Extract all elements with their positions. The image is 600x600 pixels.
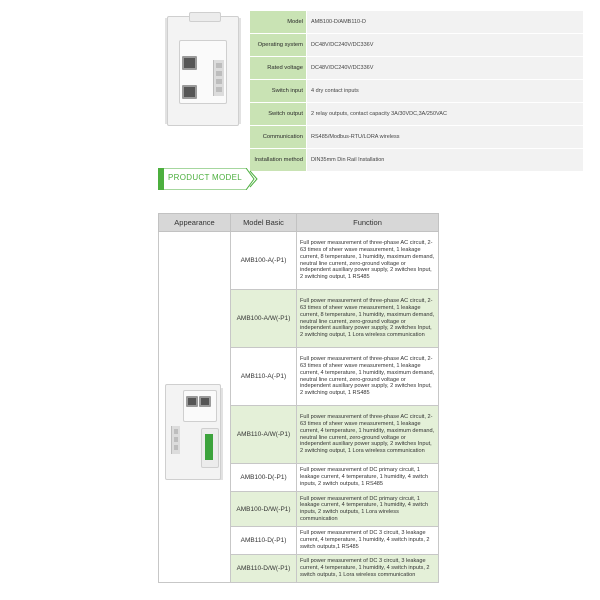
spec-row <box>250 80 584 103</box>
model-name: AMB100-D/W(-P1) <box>231 492 297 527</box>
model-function: Full power measurement of DC 3 circuit, 3 leakage current, 4 temperature, 1 humidity, 4 switch inputs, 2 switch outputs, 1 Lora wireless communication <box>297 555 439 583</box>
spec-table <box>249 10 584 172</box>
spec-value: RS485/Modbus-RTU/LORA wireless <box>307 126 584 149</box>
spec-row <box>250 149 584 172</box>
model-function: Full power measurement of three-phase AC circuit, 2-63 times of sheer wave measurement, 1 leakage current, 8 temperature, 1 humidity, maximum demand, neutral line current, zero-ground voltage or independent auxiliary power supply, 2 switches Input, 2 switching output, 1 RS485 <box>297 232 439 290</box>
model-function: Full power measurement of three-phase AC circuit, 2-63 times of sheer wave measurement, 1 leakage current, 4 temperature, 1 humidity, maximum demand, neutral line current, zero-ground voltage or independent auxiliary power supply, 2 switches Input, 2 switching output, 1 RS485 <box>297 348 439 406</box>
spec-value: DC48V/DC240V/DC336V <box>307 57 584 80</box>
spec-value: 2 relay outputs, contact capacity 3A/30VDC,3A/250VAC <box>307 103 584 126</box>
spec-value: DIN35mm Din Rail Installation <box>307 149 584 172</box>
model-function: Full power measurement of DC primary circuit, 1 leakage current, 4 temperature, 1 humidity, 4 switch inputs, 2 switch outputs, 1 RS485 <box>297 464 439 492</box>
banner-label: PRODUCT MODEL <box>168 173 242 182</box>
model-function: Full power measurement of DC 3 circuit, 3 leakage current, 4 temperature, 1 humidity, 4 switch inputs, 2 switch outputs,1 RS485 <box>297 527 439 555</box>
device-photo-main <box>165 382 225 482</box>
model-name: AMB100-A/W(-P1) <box>231 290 297 348</box>
spec-row <box>250 126 584 149</box>
section-banner <box>158 168 258 190</box>
spec-row <box>250 34 584 57</box>
spec-value: 4 dry contact inputs <box>307 80 584 103</box>
model-name: AMB100-A(-P1) <box>231 232 297 290</box>
spec-key: Switch output <box>250 103 307 126</box>
spec-key: Model <box>250 11 307 34</box>
spec-key: Rated voltage <box>250 57 307 80</box>
spec-key: Switch input <box>250 80 307 103</box>
spec-row <box>250 57 584 80</box>
header-appearance: Appearance <box>159 214 231 232</box>
model-function: Full power measurement of three-phase AC circuit, 2-63 times of sheer wave measurement, 1 leakage current, 4 temperature, 1 humidity, maximum demand, neutral line current, zero-ground voltage or independent auxiliary power supply, 2 switches Input, 2 switching output, 1 Lora wireless communication <box>297 406 439 464</box>
spec-key: Operating system <box>250 34 307 57</box>
model-function: Full power measurement of three-phase AC circuit, 2-63 times of sheer wave measurement, 1 leakage current, 8 temperature, 1 humidity, maximum demand, neutral line current, zero-ground voltage or independent auxiliary power supply, 2 switches Input, 2 switching output, 1 Lora wireless communication <box>297 290 439 348</box>
header-model: Model Basic <box>231 214 297 232</box>
spec-row <box>250 103 584 126</box>
table-row <box>159 232 439 290</box>
table-header-row <box>159 214 439 232</box>
model-name: AMB110-D/W(-P1) <box>231 555 297 583</box>
spec-value: DC48V/DC240V/DC336V <box>307 34 584 57</box>
device-photo-top <box>165 12 243 130</box>
spec-key: Installation method <box>250 149 307 172</box>
header-function: Function <box>297 214 439 232</box>
spec-row <box>250 11 584 34</box>
model-table <box>158 213 439 583</box>
spec-key: Communication <box>250 126 307 149</box>
model-name: AMB110-A(-P1) <box>231 348 297 406</box>
model-name: AMB100-D(-P1) <box>231 464 297 492</box>
spec-value: AMB100-D/AMB110-D <box>307 11 584 34</box>
banner-bar <box>158 168 164 190</box>
appearance-cell <box>159 232 231 583</box>
model-name: AMB110-A/W(-P1) <box>231 406 297 464</box>
model-function: Full power measurement of DC primary circuit, 1 leakage current, 4 temperature, 1 humidity, 4 switch inputs, 2 switch outputs, 1 Lora wireless communication <box>297 492 439 527</box>
model-name: AMB110-D(-P1) <box>231 527 297 555</box>
